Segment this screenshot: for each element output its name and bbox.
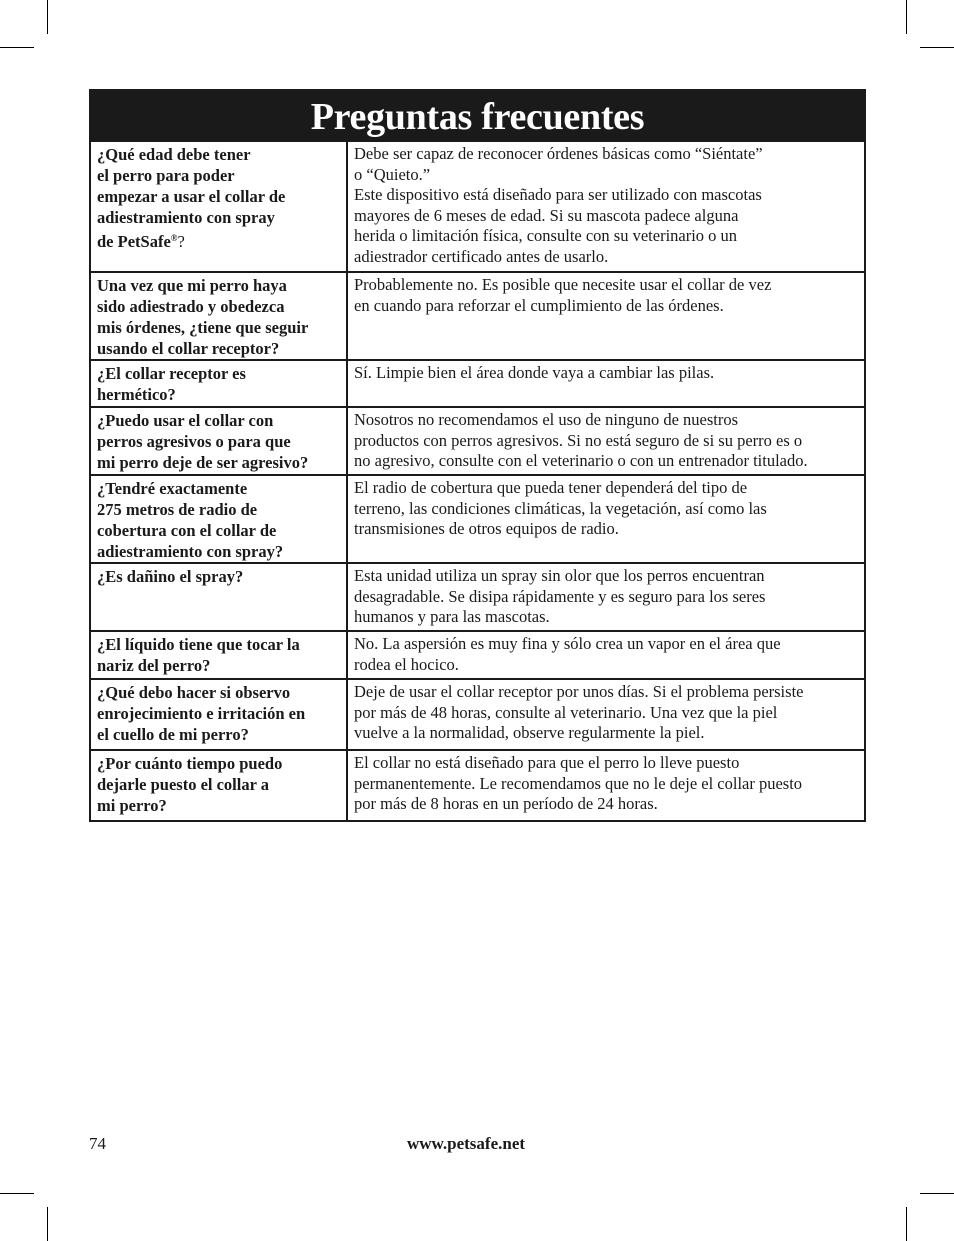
question-line: ¿El líquido tiene que tocar la <box>97 635 300 654</box>
registered-mark: ® <box>170 233 178 243</box>
faq-answer <box>348 408 864 474</box>
faq-row <box>91 749 864 820</box>
crop-mark <box>0 1193 34 1194</box>
faq-row <box>91 406 864 474</box>
answer-line: Probablemente no. Es posible que necesite usar el collar de vez <box>354 275 772 294</box>
question-line: 275 metros de radio de <box>97 500 258 519</box>
faq-question <box>91 476 348 562</box>
faq-row <box>91 474 864 562</box>
question-line: adiestramiento con spray <box>97 208 275 227</box>
faq-row <box>91 142 864 271</box>
answer-line: desagradable. Se disipa rápidamente y es seguro para los seres <box>354 586 766 606</box>
faq-answer <box>348 142 864 271</box>
faq-answer <box>348 680 864 749</box>
crop-mark <box>906 1207 907 1241</box>
answer-line: terreno, las condiciones climáticas, la vegetación, así como las <box>354 498 767 518</box>
question-line: mis órdenes, ¿tiene que seguir <box>97 318 309 337</box>
faq-rows <box>91 142 864 820</box>
answer-line: Deje de usar el collar receptor por unos días. Si el problema persiste <box>354 682 804 701</box>
answer-line: vuelve a la normalidad, observe regularmente la piel. <box>354 723 705 742</box>
question-line: sido adiestrado y obedezca <box>97 297 285 316</box>
question-line: empezar a usar el collar de <box>97 187 286 206</box>
faq-row <box>91 271 864 359</box>
crop-mark <box>920 1193 954 1194</box>
faq-question <box>91 273 348 359</box>
crop-mark <box>920 47 954 48</box>
faq-table <box>89 89 866 822</box>
question-line: ¿Por cuánto tiempo puedo <box>97 754 283 773</box>
answer-line: mayores de 6 meses de edad. Si su mascota padece alguna <box>354 205 739 225</box>
answer-line: Este dispositivo está diseñado para ser utilizado con mascotas <box>354 185 762 204</box>
question-line: el cuello de mi perro? <box>97 725 249 744</box>
question-line: Una vez que mi perro haya <box>97 276 287 295</box>
question-line: cobertura con el collar de <box>97 521 277 540</box>
answer-line: en cuando para reforzar el cumplimiento de las órdenes. <box>354 295 724 315</box>
answer-line: adiestrador certificado antes de usarlo. <box>354 246 609 266</box>
faq-row <box>91 678 864 749</box>
answer-line: humanos y para las mascotas. <box>354 607 550 626</box>
answer-line: transmisiones de otros equipos de radio. <box>354 519 619 538</box>
answer-line: No. La aspersión es muy fina y sólo crea un vapor en el área que <box>354 634 781 653</box>
faq-row <box>91 562 864 630</box>
question-line: el perro para poder <box>97 166 235 185</box>
faq-answer <box>348 751 864 820</box>
question-line: mi perro? <box>97 796 167 815</box>
faq-question <box>91 408 348 474</box>
answer-line: Sí. Limpie bien el área donde vaya a cambiar las pilas. <box>354 363 715 382</box>
faq-question <box>91 632 348 678</box>
website-link[interactable]: www.petsafe.net <box>407 1134 526 1153</box>
question-line: ¿Qué debo hacer si observo <box>97 683 291 702</box>
answer-line: El radio de cobertura que pueda tener dependerá del tipo de <box>354 478 748 497</box>
question-line: usando el collar receptor? <box>97 339 280 358</box>
brand-name: de PetSafe <box>97 232 171 251</box>
answer-line: no agresivo, consulte con el veterinario o con un entrenador titulado. <box>354 451 808 470</box>
question-line: nariz del perro? <box>97 656 211 675</box>
faq-title: Preguntas frecuentes <box>91 91 864 142</box>
answer-line: Debe ser capaz de reconocer órdenes básicas como “Siéntate” <box>354 144 763 163</box>
question-line: hermético? <box>97 385 176 404</box>
question-line: ¿Qué edad debe tener <box>97 145 251 164</box>
faq-answer <box>348 476 864 562</box>
faq-answer <box>348 632 864 678</box>
question-line: enrojecimiento e irritación en <box>97 704 306 723</box>
faq-question <box>91 680 348 749</box>
crop-mark <box>906 0 907 34</box>
question-line: ¿El collar receptor es <box>97 364 246 383</box>
crop-mark <box>47 0 48 34</box>
faq-row <box>91 359 864 406</box>
faq-answer <box>348 273 864 359</box>
faq-answer <box>348 564 864 630</box>
question-line <box>97 228 342 252</box>
question-line: adiestramiento con spray? <box>97 542 284 561</box>
question-mark: ? <box>177 232 185 251</box>
answer-line: rodea el hocico. <box>354 654 459 674</box>
faq-question <box>91 564 348 630</box>
answer-line: Nosotros no recomendamos el uso de ninguno de nuestros <box>354 410 739 429</box>
faq-answer <box>348 361 864 406</box>
faq-row <box>91 630 864 678</box>
answer-line: Esta unidad utiliza un spray sin olor que los perros encuentran <box>354 566 765 585</box>
answer-line: permanentemente. Le recomendamos que no le deje el collar puesto <box>354 773 803 793</box>
faq-question <box>91 142 348 271</box>
answer-line: herida o limitación física, consulte con su veterinario o un <box>354 226 738 245</box>
question-line: perros agresivos o para que <box>97 432 291 451</box>
question-line: ¿Es dañino el spray? <box>97 567 244 586</box>
question-line: mi perro deje de ser agresivo? <box>97 453 309 472</box>
answer-line: productos con perros agresivos. Si no está seguro de si su perro es o <box>354 430 803 450</box>
answer-line: o “Quieto.” <box>354 164 431 184</box>
question-line: dejarle puesto el collar a <box>97 775 269 794</box>
question-line: ¿Puedo usar el collar con <box>97 411 274 430</box>
crop-mark <box>47 1207 48 1241</box>
answer-line: por más de 8 horas en un período de 24 horas. <box>354 794 658 813</box>
page-number: 74 <box>89 1134 106 1153</box>
crop-mark <box>0 47 34 48</box>
answer-line: por más de 48 horas, consulte al veterinario. Una vez que la piel <box>354 702 778 722</box>
answer-line: El collar no está diseñado para que el perro lo lleve puesto <box>354 753 740 772</box>
faq-question <box>91 751 348 820</box>
question-line: ¿Tendré exactamente <box>97 479 248 498</box>
faq-question <box>91 361 348 406</box>
